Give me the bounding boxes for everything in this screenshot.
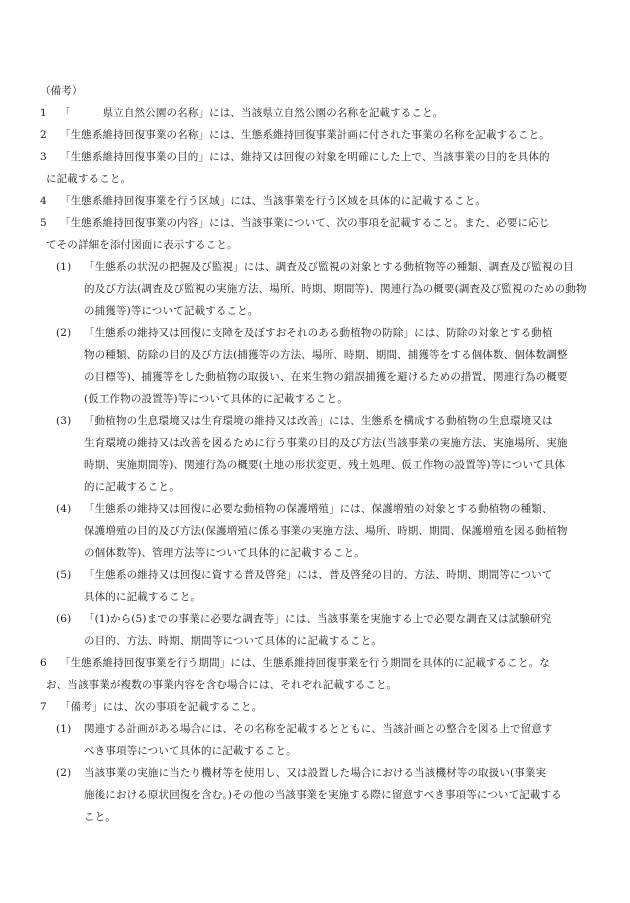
sub-item-5-4-cont	[40, 542, 600, 564]
sub-item-5-3-cont	[40, 454, 600, 476]
item-text: べき事項等について具体的に記載すること。	[84, 745, 297, 757]
item-text: の個体数等)、管理方法等について具体的に記載すること。	[84, 547, 365, 559]
item-number: 2	[40, 129, 47, 141]
sub-item-7-2-cont	[40, 784, 600, 806]
item-text: 「生態系の維持又は回復に必要な動植物の保護増殖」には、保護増殖の対象とする動植物の種類、	[84, 503, 553, 515]
sub-item-7-2-cont	[40, 806, 600, 828]
item-text: の目標等)、捕獲等をした動植物の取扱い、在来生物の錯誤捕獲を避けるための措置、関連行為の概要	[84, 371, 568, 383]
sub-item-5-2-cont	[40, 366, 600, 388]
item-text: 物の種類、防除の目的及び方法(捕獲等の方法、場所、時期、期間、捕獲等をする個体数、個体数調整	[84, 349, 568, 361]
item-text: 「生態系の維持又は回復に資する普及啓発」には、普及啓発の目的、方法、時期、期間等について	[84, 569, 553, 581]
item-text: 施後における原状回復を含む。)その他の当該事業を実施する際に留意すべき事項等について記載する	[84, 789, 562, 801]
sub-item-5-1	[40, 256, 600, 278]
sub-item-5-2-cont	[40, 344, 600, 366]
item-number: (3)	[56, 415, 72, 427]
sub-item-7-1-cont	[40, 740, 600, 762]
item-4	[40, 190, 600, 212]
remarks-heading: （備考）	[40, 85, 83, 97]
item-number: 3	[40, 151, 47, 163]
item-text: 当該事業の実施に当たり機材等を使用し、又は設置した場合における当該機材等の取扱い(事業実	[84, 767, 547, 779]
item-text: 「(1)から(5)までの事業に必要な調査等」には、当該事業を実施する上で必要な調査又は試験研究	[84, 613, 552, 625]
item-5-cont	[40, 234, 600, 256]
item-text: の捕獲等)等について記載すること。	[84, 305, 259, 317]
item-text: の目的、方法、時期、期間等について具体的に記載すること。	[84, 635, 382, 647]
item-text: お、当該事業が複数の事業内容を含む場合には、それぞれ記載すること。	[46, 679, 398, 691]
item-text: 「生態系の状況の把握及び監視」には、調査及び監視の対象とする動植物等の種類、調査及び監視の目	[84, 261, 574, 273]
item-text: 「生態系維持回復事業の内容」には、当該事業について、次の事項を記載すること。また、必要に応じ	[60, 217, 550, 229]
item-text: 「生態系維持回復事業の目的」には、維持又は回復の対象を明確にした上で、当該事業の目的を具体的	[60, 151, 550, 163]
sub-item-5-4-cont	[40, 520, 600, 542]
item-text: こと。	[84, 811, 116, 823]
item-3-cont	[40, 168, 600, 190]
sub-item-5-4	[40, 498, 600, 520]
item-text: (仮工作物の設置等)等について具体的に記載すること。	[84, 393, 348, 405]
sub-item-5-3-cont	[40, 476, 600, 498]
sub-item-5-1-cont	[40, 300, 600, 322]
sub-item-5-5	[40, 564, 600, 586]
item-text: 関連する計画がある場合には、その名称を記載するとともに、当該計画との整合を図る上で留意す	[84, 723, 553, 735]
item-text: 「生態系維持回復事業を行う区域」には、当該事業を行う区域を具体的に記載すること。	[60, 195, 486, 207]
item-number: (5)	[56, 569, 72, 581]
document-page	[40, 80, 600, 828]
item-text: 「備考」には、次の事項を記載すること。	[60, 701, 263, 713]
sub-item-5-3-cont	[40, 432, 600, 454]
item-number: (1)	[56, 261, 72, 273]
item-6	[40, 652, 600, 674]
sub-item-5-3	[40, 410, 600, 432]
item-text: 「 県立自然公園の名称」には、当該県立自然公園の名称を記載すること。	[60, 107, 444, 119]
item-text: 保護増殖の目的及び方法(保護増殖に係る事業の実施方法、場所、時期、期間、保護増殖を図る動植物	[84, 525, 568, 537]
item-5	[40, 212, 600, 234]
sub-item-7-2	[40, 762, 600, 784]
item-text: 「動植物の生息環境又は生育環境の維持又は改善」には、生態系を構成する動植物の生息環境又は	[84, 415, 553, 427]
item-number: 1	[40, 107, 47, 119]
item-text: 「生態系維持回復事業の名称」には、生態系維持回復事業計画に付された事業の名称を記載すること。	[60, 129, 550, 141]
item-text: 生育環境の維持又は改善を図るために行う事業の目的及び方法(当該事業の実施方法、実施場所、実施	[84, 437, 568, 449]
item-number: (6)	[56, 613, 72, 625]
sub-item-5-2-cont	[40, 388, 600, 410]
item-number: (2)	[56, 767, 72, 779]
item-text: 的に記載すること。	[84, 481, 180, 493]
item-number: (1)	[56, 723, 72, 735]
item-2	[40, 124, 600, 146]
item-number: 6	[40, 657, 47, 669]
item-text: 時期、実施期間等)、関連行為の概要(土地の形状変更、残土処理、仮工作物の設置等)等について具体	[84, 459, 566, 471]
sub-item-5-5-cont	[40, 586, 600, 608]
item-7	[40, 696, 600, 718]
sub-item-5-6-cont	[40, 630, 600, 652]
sub-item-5-6	[40, 608, 600, 630]
item-6-cont	[40, 674, 600, 696]
item-number: 7	[40, 701, 47, 713]
sub-item-5-2	[40, 322, 600, 344]
item-text: 具体的に記載すること。	[84, 591, 202, 603]
item-text: てその詳細を添付図面に表示すること。	[46, 239, 238, 251]
item-number: (2)	[56, 327, 72, 339]
item-1	[40, 102, 600, 124]
item-number: 5	[40, 217, 47, 229]
item-text: 「生態系維持回復事業を行う期間」には、生態系維持回復事業を行う期間を具体的に記載すること。な	[60, 657, 550, 669]
item-number: (4)	[56, 503, 72, 515]
item-text: 的及び方法(調査及び監視の実施方法、場所、時期、期間等)、関連行為の概要(調査及び監視のための動物	[84, 283, 587, 295]
sub-item-5-1-cont	[40, 278, 600, 300]
sub-item-7-1	[40, 718, 600, 740]
item-text: 「生態系の維持又は回復に支障を及ぼすおそれのある動植物の防除」には、防除の対象とする動植	[84, 327, 553, 339]
item-3	[40, 146, 600, 168]
item-number: 4	[40, 195, 47, 207]
item-text: に記載すること。	[46, 173, 132, 185]
